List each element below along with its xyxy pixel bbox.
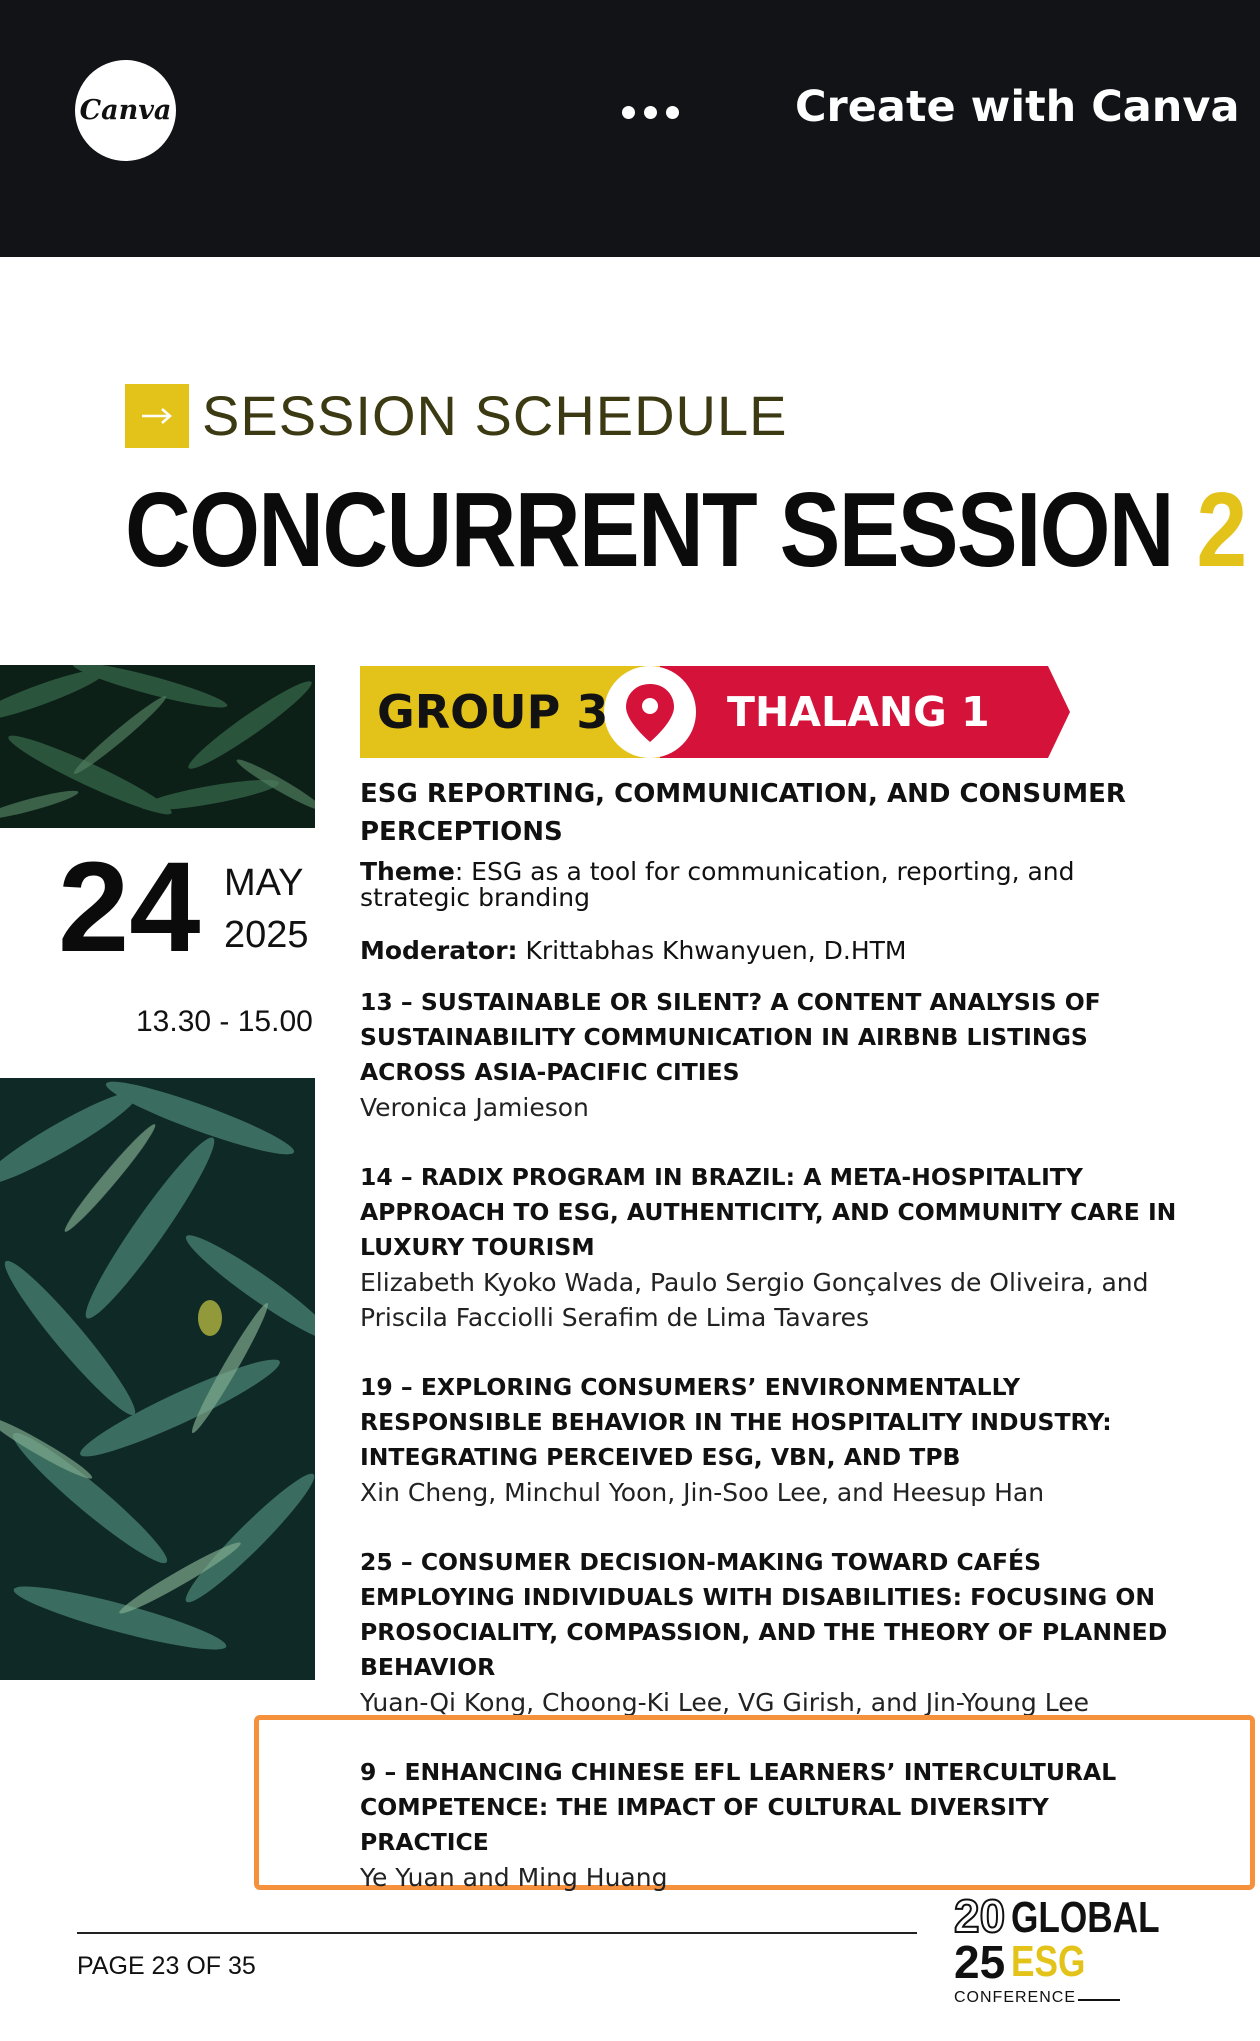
session-schedule-kicker: SESSION SCHEDULE	[202, 384, 788, 447]
paper-authors: Veronica Jamieson	[360, 1093, 589, 1122]
moderator-label: Moderator:	[360, 936, 518, 965]
paper-title: 14 – RADIX PROGRAM IN BRAZIL: A META-HOSPITALITY APPROACH TO ESG, AUTHENTICITY, AND COMMUNITY CARE IN LUXURY TOURISM	[360, 1163, 1177, 1261]
leaf-image-bottom	[0, 1078, 315, 1680]
paper-title: 25 – CONSUMER DECISION-MAKING TOWARD CAFÉS EMPLOYING INDIVIDUALS WITH DISABILITIES: FOCUSING ON PROSOCIALITY, COMPASSION, AND THE THEORY OF PLANNED BEHAVIOR	[360, 1548, 1168, 1681]
paper-item	[360, 1545, 1180, 1720]
paper-item	[360, 1370, 1180, 1510]
paper-authors: Ye Yuan and Ming Huang	[360, 1863, 668, 1892]
logo-year-top: 20	[954, 1890, 1006, 1942]
logo-word-global: GLOBAL	[1011, 1893, 1160, 1942]
leaf-image-top	[0, 665, 315, 828]
canva-logo-text: Canva	[79, 95, 172, 126]
session-month: MAY	[224, 862, 304, 904]
session-year: 2025	[224, 914, 309, 956]
session-number: 2	[1196, 471, 1246, 589]
theme-text: : ESG as a tool for communication, reporting, and strategic branding	[360, 857, 1075, 912]
paper-title: 9 – ENHANCING CHINESE EFL LEARNERS’ INTERCULTURAL COMPETENCE: THE IMPACT OF CULTURAL DIVERSITY PRACTICE	[360, 1758, 1117, 1856]
paper-title: 19 – EXPLORING CONSUMERS’ ENVIRONMENTALLY RESPONSIBLE BEHAVIOR IN THE HOSPITALITY INDUSTRY: INTEGRATING PERCEIVED ESG, VBN, AND TPB	[360, 1373, 1112, 1471]
page-title-text: CONCURRENT SESSION	[125, 471, 1173, 589]
page-number: PAGE 23 OF 35	[77, 1952, 256, 1980]
session-time: 13.30 - 15.00	[136, 1005, 313, 1038]
session-title: ESG REPORTING, COMMUNICATION, AND CONSUMER PERCEPTIONS	[360, 779, 1126, 847]
canva-logo[interactable]	[75, 60, 176, 161]
moderator-name: Krittabhas Khwanyuen, D.HTM	[517, 936, 907, 965]
paper-item	[360, 1755, 1180, 1895]
paper-item	[360, 1160, 1180, 1335]
logo-underline	[1078, 1999, 1120, 2001]
more-options-icon[interactable]	[622, 92, 692, 132]
session-moderator	[360, 934, 1180, 968]
logo-word-esg: ESG	[1011, 1937, 1086, 1986]
venue-label: THALANG 1	[727, 688, 990, 736]
theme-label: Theme	[360, 857, 455, 886]
paper-authors: Xin Cheng, Minchul Yoon, Jin-Soo Lee, and Heesup Han	[360, 1478, 1045, 1507]
footer-divider	[77, 1932, 917, 1934]
paper-authors: Yuan-Qi Kong, Choong-Ki Lee, VG Girish, and Jin-Young Lee	[360, 1688, 1089, 1717]
paper-title: 13 – SUSTAINABLE OR SILENT? A CONTENT ANALYSIS OF SUSTAINABILITY COMMUNICATION IN AIRBNB LISTINGS ACROSS ASIA-PACIFIC CITIES	[360, 988, 1101, 1086]
page-title	[125, 470, 1245, 590]
session-day: 24	[58, 836, 201, 979]
canva-top-bar	[0, 0, 1260, 257]
create-with-canva-link[interactable]: Create with Canva	[795, 82, 1240, 132]
group-label: GROUP 3	[377, 685, 609, 739]
arrow-right-icon	[125, 384, 189, 448]
paper-authors: Elizabeth Kyoko Wada, Paulo Sergio Gonçalves de Oliveira, and Priscila Facciolli Serafim de Lima Tavares	[360, 1268, 1149, 1332]
paper-item	[360, 985, 1180, 1125]
logo-year-bottom: 25	[954, 1936, 1006, 1988]
session-theme	[360, 859, 1180, 911]
global-esg-conference-logo	[954, 1890, 1160, 2013]
logo-subtitle: CONFERENCE	[954, 1989, 1077, 2006]
